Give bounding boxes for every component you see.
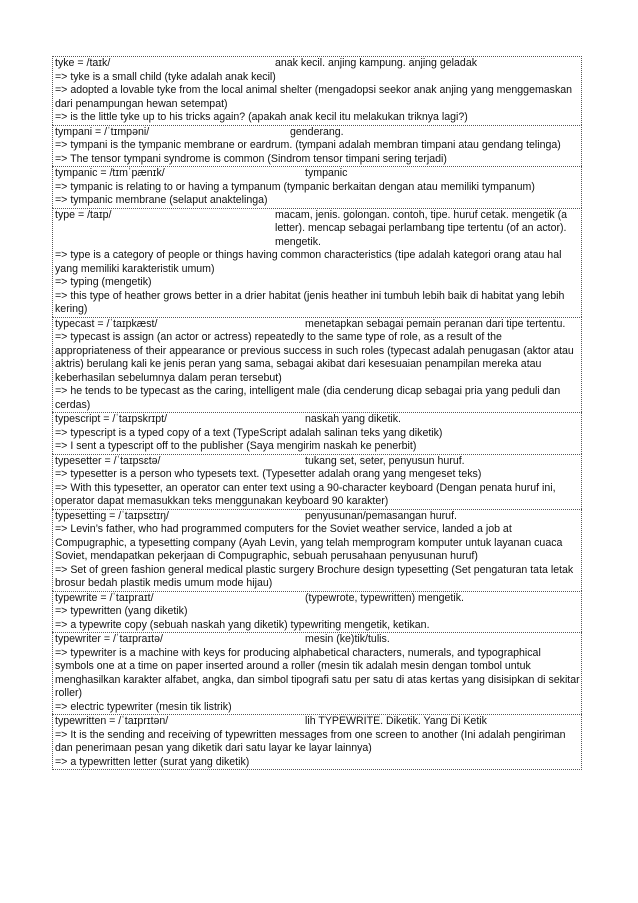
entry-word: typewritten = /ˈtaɪprɪtən/ bbox=[55, 715, 169, 727]
entry-tympanic bbox=[52, 166, 582, 208]
example-line: => With this typesetter, an operator can enter text using a 90-character keyboard (Dengan penata huruf ini, operator dapat memasukkan teks menggunakan keyboard 90 karakter) bbox=[55, 481, 556, 507]
entry-word: typewriter = /ˈtaɪpraɪtə/ bbox=[55, 633, 163, 645]
entry-meaning: tympanic bbox=[305, 167, 348, 179]
example-line: => typesetter is a person who typesets text. (Typesetter adalah orang yang mengeset teks) bbox=[55, 468, 482, 480]
entry-head bbox=[55, 209, 580, 250]
entry-head bbox=[55, 126, 580, 140]
example-line: => a typewritten letter (surat yang diketik) bbox=[55, 755, 250, 768]
entry-word: typesetting = /ˈtaɪpsɛtɪŋ/ bbox=[55, 509, 169, 522]
example-line: => Set of green fashion general medical plastic surgery Brochure design typesetting (Set pengaturan tata letak brosur bedah plastik medis umum mode hijau) bbox=[55, 563, 574, 589]
entry-meaning: lih TYPEWRITE. Diketik. Yang Di Ketik bbox=[305, 715, 487, 727]
entry-meaning: naskah yang diketik. bbox=[305, 413, 401, 425]
entry-typescript bbox=[52, 412, 582, 454]
entry-head bbox=[55, 633, 580, 647]
entry-typecast bbox=[52, 317, 582, 413]
entry-head bbox=[55, 167, 580, 181]
example-line: => is the little tyke up to his tricks again? (apakah anak kecil itu melakukan triknya lagi?) bbox=[55, 111, 468, 123]
example-line: => Levin’s father, who had programmed computers for the Soviet weather service, landed a job at Compugraphic, a typesetting company (Ayah Levin, yang telah memprogram komputer untuk layanan cuaca Soviet, mendapatkan pekerjaan di Compugraphic, sebuah perusahaan penyusunan huruf) bbox=[55, 523, 563, 562]
dictionary-page bbox=[52, 56, 582, 770]
entry-word: tympanic = /tɪmˈpænɪk/ bbox=[55, 167, 165, 179]
example-line: => tyke is a small child (tyke adalah anak kecil) bbox=[55, 70, 276, 83]
entry-meaning: penyusunan/pemasangan huruf. bbox=[305, 509, 457, 522]
example-line: => this type of heather grows better in a drier habitat (jenis heather ini tumbuh lebih baik di habitat yang lebih kering) bbox=[55, 289, 565, 315]
example-line: => typewriter is a machine with keys for producing alphabetical characters, numerals, and typographical symbols one at a time on paper inserted around a roller (mesin tik adalah mesin dengan tombol untuk menghasilkan karakter alfabet, angka, dan simbol tipografi satu per satu di atas kertas yang disisipkan di sekitar roller) bbox=[55, 646, 580, 699]
example-line: => tympanic is relating to or having a tympanum (tympanic berkaitan dengan atau memiliki tympanum) bbox=[55, 180, 535, 193]
entry-typesetter bbox=[52, 454, 582, 509]
example-line: => typescript is a typed copy of a text (TypeScript adalah salinan teks yang diketik) bbox=[55, 426, 443, 439]
entry-meaning: macam, jenis. golongan. contoh, tipe. huruf cetak. mengetik (a letter). mencap sebagai perlambang tipe tertentu (of an actor). mengetik. bbox=[275, 208, 568, 248]
entry-typewriter bbox=[52, 632, 582, 714]
example-line: => a typewrite copy (sebuah naskah yang diketik) typewriting mengetik, ketikan. bbox=[55, 618, 430, 631]
example-line: => It is the sending and receiving of typewritten messages from one screen to another (Ini adalah pengiriman dan penerimaan pesan yang diketik dari satu layar ke layar lainnya) bbox=[55, 728, 566, 754]
entry-word: tyke = /taɪk/ bbox=[55, 57, 111, 69]
example-line: => he tends to be typecast as the caring, intelligent male (dia cenderung dicap sebagai pria yang peduli dan cerdas) bbox=[55, 385, 561, 411]
example-line: => typecast is assign (an actor or actress) repeatedly to the same type of role, as a result of the appropriateness of their appearance or previous success in such roles (typecast adalah penugasan (aktor atau aktris) berulang kali ke jenis peran yang sama, sebagai akibat dari kesesuaian penampilan mereka atau keberhasilan sebelumnya dalam peran tersebut) bbox=[55, 331, 574, 384]
entry-word: type = /taɪp/ bbox=[55, 208, 112, 221]
example-line: => tympanic membrane (selaput anaktelinga) bbox=[55, 194, 268, 206]
entry-word: typescript = /ˈtaɪpskrɪpt/ bbox=[55, 413, 168, 425]
entry-head bbox=[55, 57, 580, 71]
example-line: => typing (mengetik) bbox=[55, 276, 152, 288]
example-line: => type is a category of people or things having common characteristics (tipe adalah kategori orang atau hal yang memiliki karakteristik umum) bbox=[55, 249, 562, 275]
entry-typesetting bbox=[52, 509, 582, 591]
example-line: => I sent a typescript off to the publisher (Saya mengirim naskah ke penerbit) bbox=[55, 440, 417, 452]
entry-word: tympani = /ˈtɪmpəni/ bbox=[55, 125, 150, 138]
entry-head bbox=[55, 413, 580, 427]
entry-head bbox=[55, 715, 580, 729]
entry-meaning: anak kecil. anjing kampung. anjing geladak bbox=[275, 57, 478, 69]
entry-word: typewrite = /ˈtaɪpraɪt/ bbox=[55, 591, 154, 604]
example-line: => typewritten (yang diketik) bbox=[55, 605, 188, 617]
example-line: => adopted a lovable tyke from the local animal shelter (mengadopsi seekor anak anjing yang menggemaskan dari penampungan hewan setempat) bbox=[55, 84, 573, 110]
entry-head bbox=[55, 510, 580, 524]
entry-word: typesetter = /ˈtaɪpsɛtə/ bbox=[55, 454, 161, 467]
entry-tyke bbox=[52, 56, 582, 125]
entry-meaning: tukang set, seter, penyusun huruf. bbox=[305, 454, 465, 467]
example-line: => electric typewriter (mesin tik listrik) bbox=[55, 700, 232, 713]
entry-meaning: menetapkan sebagai pemain peranan dari tipe tertentu. bbox=[305, 317, 566, 330]
entry-meaning: genderang. bbox=[290, 125, 344, 138]
entry-typewrite bbox=[52, 591, 582, 633]
entry-meaning: mesin (ke)tik/tulis. bbox=[305, 633, 390, 645]
entry-type bbox=[52, 208, 582, 317]
example-line: => tympani is the tympanic membrane or eardrum. (tympani adalah membran timpani atau gendang telinga) bbox=[55, 139, 561, 151]
entry-head bbox=[55, 455, 580, 469]
entry-typewritten bbox=[52, 714, 582, 770]
entry-word: typecast = /ˈtaɪpkæst/ bbox=[55, 317, 158, 330]
example-line: => The tensor tympani syndrome is common (Sindrom tensor timpani sering terjadi) bbox=[55, 152, 447, 165]
entry-head bbox=[55, 592, 580, 606]
entry-head bbox=[55, 318, 580, 332]
entry-tympani bbox=[52, 125, 582, 167]
entry-meaning: (typewrote, typewritten) mengetik. bbox=[305, 591, 464, 604]
